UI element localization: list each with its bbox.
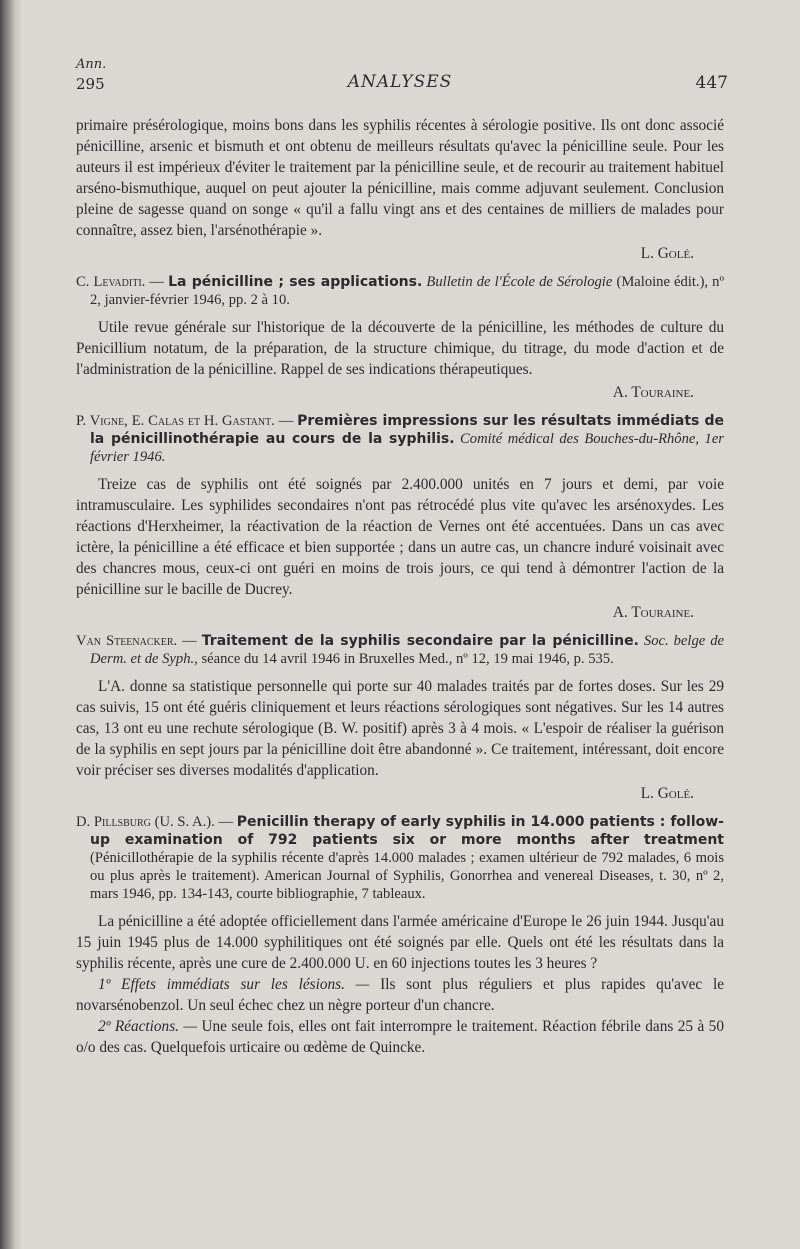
entry-body: Utile revue générale sur l'historique de la découverte de la pénicilline, les méthodes de culture du Penicillium notatum, de la préparation, de la structure chimique, du titrage, du mode d'action et de l'administration de la pénicilline. Rappel de ses indications thérapeutiques. bbox=[76, 319, 724, 378]
header-right-page-number: 447 bbox=[695, 73, 728, 93]
header-section-title: ANALYSES bbox=[347, 72, 453, 92]
numbered-point bbox=[76, 974, 724, 1016]
header-ann-label: Ann. bbox=[76, 57, 107, 72]
point-lead: 2º Réactions. — bbox=[98, 1018, 198, 1035]
entry-body: La pénicilline a été adoptée officiellement dans l'armée américaine d'Europe le 26 juin 1944. Jusqu'au 15 juin 1945 plus de 14.000 syphilitiques ont été soignés par elle. Quels ont été les résultats dans la syphilis récente, après une cure de 2.400.000 U. en 60 injections toutes les 3 heures ? bbox=[76, 913, 724, 972]
entry-title: Premières impressions sur les résultats immédiats de la pénicillinothérapie au cours de la syphilis. bbox=[90, 413, 724, 447]
intro-signature: L. Golé. bbox=[640, 245, 694, 262]
point-text: Une seule fois, elles ont fait interrompre le traitement. Réaction fébrile dans 25 à 50 o/o des cas. Quelquefois urticaire ou œdème de Quincke. bbox=[76, 1018, 724, 1056]
entry-details: (Pénicillothérapie de la syphilis récente d'après 14.000 malades ; examen ultérieur de 792 malades, 6 mois ou plus après le traitement). American Journal of Syphilis, Gonorrhea and venereal Diseases, t. 30, nº 2, mars 1946, pp. 134-143, courte bibliographie, 7 tableaux. bbox=[90, 850, 724, 902]
entry-authors: Van Steenacker. — bbox=[76, 633, 197, 649]
entry-signature: A. Touraine. bbox=[612, 604, 694, 621]
entry-source: Bulletin de l'École de Sérologie bbox=[426, 274, 613, 290]
entry-body: L'A. donne sa statistique personnelle qui porte sur 40 malades traités par de fortes doses. Sur les 29 cas suivis, 15 ont été guéris cliniquement et leurs réactions sérologiques sont négatives. Sur les 14 autres cas, 13 ont eu une rechute sérologique (B. W. positif) après 3 à 4 mois. « L'espoir de réaliser la guérison de la syphilis en sept jours par la pénicilline doit être abandonné ». Ce traitement, intéressant, doit encore voir préciser ses diverses modalités d'application. bbox=[76, 678, 724, 779]
entry-body: Treize cas de syphilis ont été soignés par 2.400.000 unités en 7 jours et demi, par voie intramusculaire. Les syphilides secondaires n'ont pas rétrocédé plus vite qu'avec les arsénoxydes. Les réactions d'Herxheimer, la réactivation de la réaction de Vernes ont été accentuées. Dans un cas avec ictère, la pénicilline a été efficace et bien supportée ; dans un autre cas, un chancre induré voisinait avec des chancres mous, ceux-ci ont guéri en moins de trois jours, ce qui tend à démontrer l'action de la pénicilline sur le bacille de Ducrey. bbox=[76, 476, 724, 598]
header-left-page-number: 295 bbox=[76, 75, 105, 93]
entry-signature: L. Golé. bbox=[640, 785, 694, 802]
entry-details: 1er février 1946. bbox=[90, 431, 724, 465]
point-text: Ils sont plus réguliers et plus rapides qu'avec le novarsénobenzol. Un seul échec chez un nègre porteur d'un chancre. bbox=[76, 976, 725, 1014]
entry-title: Traitement de la syphilis secondaire par la pénicilline. bbox=[201, 633, 639, 649]
entry-authors: C. Levaditi. — bbox=[76, 274, 164, 290]
numbered-point bbox=[76, 1016, 724, 1058]
entry-reference bbox=[76, 273, 724, 309]
entry-reference bbox=[76, 813, 724, 903]
intro-paragraph: primaire présérologique, moins bons dans les syphilis récentes à sérologie positive. Ils ont donc associé pénicilline, arsenic et bismuth et ont obtenu de meilleurs résultats qu'avec la pénicilline seule. Pour les auteurs il est impérieux d'éviter le traitement par la pénicilline seule, et de recourir au traitement habituel arséno-bismuthique, auquel on peut ajouter la pénicilline, mais comme adjuvant seulement. Conclusion pleine de sagesse quand on songe « qu'il a fallu vingt ans et des centaines de milliers de malades pour connaître, assez bien, l'arsénothérapie ». bbox=[76, 117, 724, 239]
entry-authors: P. Vigne, E. Calas et H. Gastant. — bbox=[76, 413, 294, 429]
main-text-column bbox=[76, 115, 724, 1058]
entry-source: Soc. belge de Derm. et de Syph., bbox=[90, 633, 724, 667]
entry-source: Comité médical des Bouches-du-Rhône, bbox=[460, 431, 700, 447]
entry-reference bbox=[76, 632, 724, 668]
entry-title: La pénicilline ; ses applications. bbox=[168, 274, 423, 290]
entry-details: séance du 14 avril 1946 in Bruxelles Med., nº 12, 19 mai 1946, p. 535. bbox=[201, 651, 614, 667]
entry-reference bbox=[76, 412, 724, 466]
entry-authors: D. Pillsburg (U. S. A.). — bbox=[76, 814, 234, 830]
point-lead: 1º Effets immédiats sur les lésions. — bbox=[98, 976, 370, 993]
entry-details: (Maloine édit.), nº 2, janvier-février 1946, pp. 2 à 10. bbox=[90, 274, 724, 308]
entry-signature: A. Touraine. bbox=[612, 384, 694, 401]
entry-title: Penicillin therapy of early syphilis in 14.000 patients : follow-up examination of 792 patients six or more months after treatment bbox=[90, 814, 724, 848]
